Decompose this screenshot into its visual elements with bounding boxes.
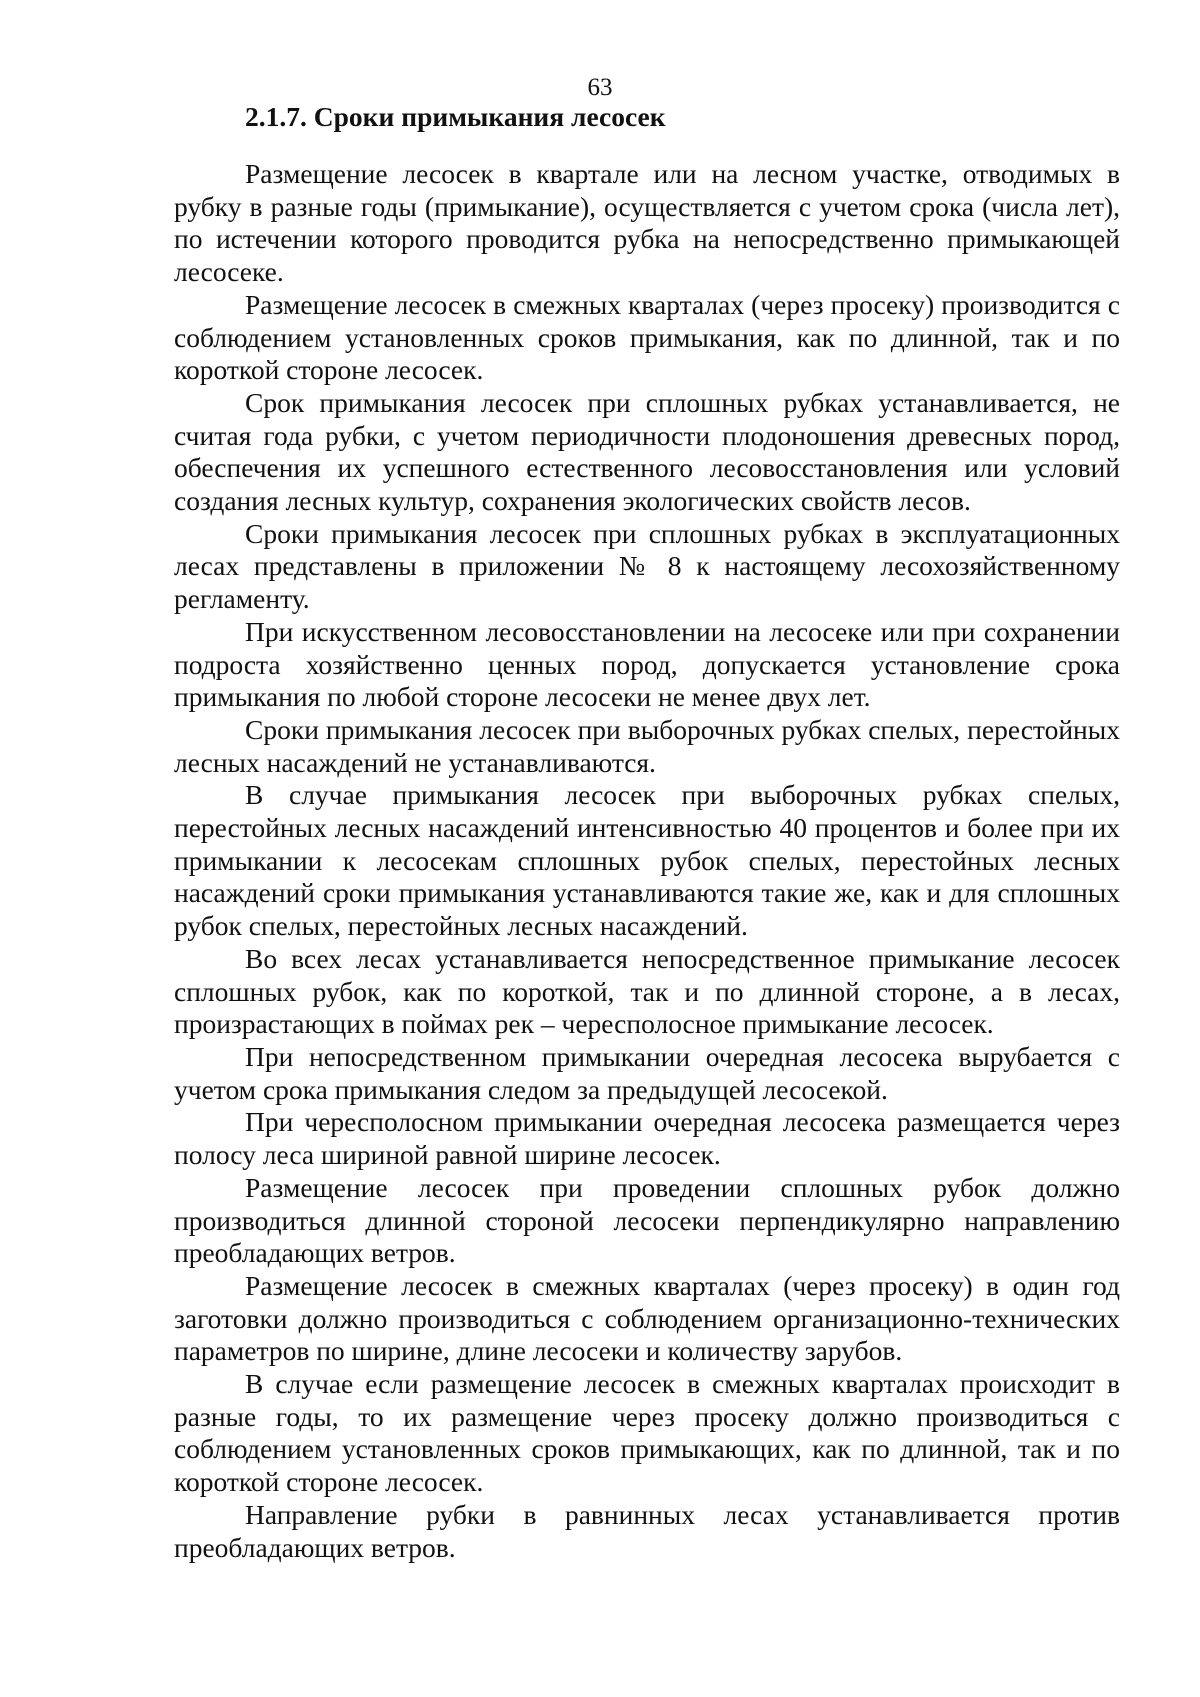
paragraph: Направление рубки в равнинных лесах устанавливается против преобладающих ветров.: [174, 1498, 1120, 1563]
paragraph: Размещение лесосек в смежных кварталах (через просеку) производится с соблюдением установленных сроков примыкания, как по длинной, так и по короткой стороне лесосек.: [174, 288, 1120, 386]
paragraph: Срок примыкания лесосек при сплошных рубках устанавливается, не считая года рубки, с учетом периодичности плодоношения древесных пород, обеспечения их успешного естественного лесовосстановления или условий создания лесных культур, сохранения экологических свойств лесов.: [174, 386, 1120, 517]
body-text: [174, 158, 1120, 1564]
paragraph: Размещение лесосек при проведении сплошных рубок должно производиться длинной стороной лесосеки перпендикулярно направлению преобладающих ветров.: [174, 1171, 1120, 1269]
section-heading: 2.1.7. Сроки примыкания лесосек: [245, 101, 666, 132]
paragraph: При чересполосном примыкании очередная лесосека размещается через полосу леса шириной равной ширине лесосек.: [174, 1106, 1120, 1171]
paragraph: Сроки примыкания лесосек при выборочных рубках спелых, перестойных лесных насаждений не устанавливаются.: [174, 713, 1120, 778]
paragraph: Размещение лесосек в квартале или на лесном участке, отводимых в рубку в разные годы (примыкание), осуществляется с учетом срока (числа лет), по истечении которого проводится рубка на непосредственно примыкающей лесосеке.: [174, 158, 1120, 288]
paragraph: Размещение лесосек в смежных кварталах (через просеку) в один год заготовки должно производиться с соблюдением организационно-технических параметров по ширине, длине лесосеки и количеству зарубов.: [174, 1269, 1120, 1367]
paragraph: Сроки примыкания лесосек при сплошных рубках в эксплуатационных лесах представлены в приложении № 8 к настоящему лесохозяйственному регламенту.: [174, 517, 1120, 615]
paragraph: При искусственном лесовосстановлении на лесосеке или при сохранении подроста хозяйственно ценных пород, допускается установление срока примыкания по любой стороне лесосеки не менее двух лет.: [174, 615, 1120, 713]
paragraph: Во всех лесах устанавливается непосредственное примыкание лесосек сплошных рубок, как по короткой, так и по длинной стороне, а в лесах, произрастающих в поймах рек – чересполосное примыкание лесосек.: [174, 942, 1120, 1040]
paragraph: В случае примыкания лесосек при выборочных рубках спелых, перестойных лесных насаждений интенсивностью 40 процентов и более при их примыкании к лесосекам сплошных рубок спелых, перестойных лесных насаждений сроки примыкания устанавливаются такие же, как и для сплошных рубок спелых, перестойных лесных насаждений.: [174, 779, 1120, 942]
page-number: 63: [587, 74, 613, 101]
paragraph: При непосредственном примыкании очередная лесосека вырубается с учетом срока примыкания следом за предыдущей лесосекой.: [174, 1040, 1120, 1105]
paragraph: В случае если размещение лесосек в смежных кварталах происходит в разные годы, то их размещение через просеку должно производиться с соблюдением установленных сроков примыкающих, как по длинной, так и по короткой стороне лесосек.: [174, 1368, 1120, 1498]
